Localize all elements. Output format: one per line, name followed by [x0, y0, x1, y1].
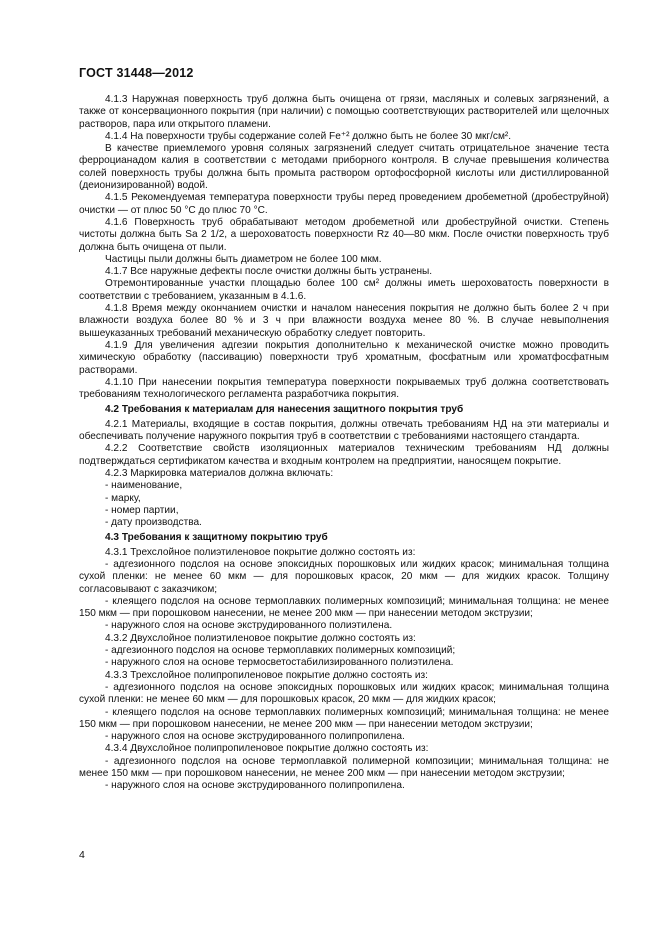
list-item: - адгезионного подслоя на основе термоплавких полимерных композиций;: [105, 645, 456, 657]
paragraph: 4.1.5 Рекомендуемая температура поверхности трубы перед проведением дробеметной (дробеструйной) очистки — от плюс 50 °С до плюс 70 °С.: [79, 192, 609, 216]
paragraph: 4.1.6 Поверхность труб обрабатывают методом дробеметной или дробеструйной очистки. Степень чистоты должна быть Sa 2 1/2, а шероховатость поверхности Rz 40—80 мкм. После очистки поверхность труб должна быть очищена от пыли.: [79, 216, 609, 253]
paragraph: Частицы пыли должны быть диаметром не более 100 мкм.: [105, 253, 382, 265]
document-header: ГОСТ 31448—2012: [79, 66, 194, 80]
section-heading-4-3: 4.3 Требования к защитному покрытию труб: [105, 532, 328, 544]
list-item: - адгезионного подслоя на основе эпоксидных порошковых или жидких красок; минимальная толщина сухой пленки: не менее 60 мкм — для порошковых красок, 20 мкм — для жидких красок. Толщину согласовывают с заказчиком;: [79, 558, 609, 595]
list-item: - клеящего подслоя на основе термоплавких полимерных композиций; минимальная толщина: не менее 150 мкм — при порошковом нанесении, не менее 200 мкм — при нанесении методом экструзии;: [79, 595, 609, 620]
list-item: - наружного слоя на основе экструдированного полипропилена.: [105, 780, 405, 792]
section-heading-4-2: 4.2 Требования к материалам для нанесения защитного покрытия труб: [105, 404, 464, 416]
paragraph: В качестве приемлемого уровня соляных загрязнений следует считать отрицательное значение теста ферроцианадом калия в соответствии с методами приборного контроля. В случае превышения количества солей поверхность трубы должна быть промыта раствором ортофосфорной кислоты или дистиллированной (деионизированной) водой.: [79, 143, 609, 192]
paragraph: 4.3.4 Двухслойное полипропиленовое покрытие должно состоять из:: [105, 743, 429, 755]
list-item: - номер партии,: [105, 504, 179, 516]
paragraph: 4.1.3 Наружная поверхность труб должна быть очищена от грязи, масляных и солевых загрязнений, а также от консервационного покрытия (при наличии) с помощью соответствующих растворителей или щелочных растворов, пара или открытого пламени.: [79, 94, 609, 130]
paragraph: 4.3.3 Трехслойное полипропиленовое покрытие должно состоять из:: [105, 669, 428, 681]
list-item: - наружного слоя на основе термосветостабилизированного полиэтилена.: [105, 657, 454, 669]
list-item: - наружного слоя на основе экструдированного полиэтилена.: [105, 620, 393, 632]
list-item: - наименование,: [105, 480, 183, 492]
list-item: - дату производства.: [105, 517, 202, 529]
paragraph: 4.3.1 Трехслойное полиэтиленовое покрытие должно состоять из:: [105, 546, 416, 558]
list-item: - марку,: [105, 492, 141, 504]
document-body: [79, 94, 609, 793]
paragraph: 4.1.9 Для увеличения адгезии покрытия дополнительно к механической очистке можно проводить химическую обработку (пассивацию) поверхности труб хроматным, фосфатным или хроматфосфатным растворами.: [79, 339, 609, 376]
list-item: - адгезионного подслоя на основе термоплавкой полимерной композиции; минимальная толщина: не менее 150 мкм — при порошковом нанесении, не менее 200 мкм — при нанесении методом экструзии;: [79, 755, 609, 780]
list-item: - наружного слоя на основе экструдированного полипропилена.: [105, 731, 405, 743]
page-number: 4: [79, 849, 85, 861]
paragraph: 4.2.1 Материалы, входящие в состав покрытия, должны отвечать требованиям НД на эти материалы и обеспечивать получение наружного покрытия труб в соответствии с требованиями настоящего стандарта.: [79, 418, 609, 443]
paragraph: 4.2.2 Соответствие свойств изоляционных материалов техническим требованиям НД должны подтверждаться сертификатом качества и входным контролем на предприятии, наносящем покрытие.: [79, 443, 609, 467]
paragraph: 4.1.7 Все наружные дефекты после очистки должны быть устранены.: [105, 266, 433, 278]
list-item: - адгезионного подслоя на основе эпоксидных порошковых или жидких красок; минимальная толщина сухой пленки: не менее 60 мкм — для порошковых красок, 20 мкм — для жидких красок;: [79, 681, 609, 706]
paragraph: Отремонтированные участки площадью более 100 см² должны иметь шероховатость поверхности в соответствии с требованием, указанным в 4.1.6.: [79, 278, 609, 302]
paragraph: 4.1.10 При нанесении покрытия температура поверхности покрываемых труб должна соответствовать требованиям технологического регламента разработчика покрытия.: [79, 376, 609, 401]
paragraph: 4.3.2 Двухслойное полиэтиленовое покрытие должно состоять из:: [105, 632, 416, 644]
list-item: - клеящего подслоя на основе термоплавких полимерных композиций; минимальная толщина: не менее 150 мкм — при порошковом нанесении, не менее 200 мкм — при нанесении методом экструзии;: [79, 706, 609, 730]
paragraph: 4.1.4 На поверхности трубы содержание солей Fe⁺² должно быть не более 30 мкг/см².: [105, 130, 512, 142]
paragraph: 4.1.8 Время между окончанием очистки и началом нанесения покрытия не должно быть более 2 ч при влажности воздуха более 80 % и 3 ч при влажности воздуха менее 80 %. В случае невыполнения вышеуказанных требований механическую обработку следует повторить.: [79, 303, 609, 339]
paragraph: 4.2.3 Маркировка материалов должна включать:: [105, 467, 334, 479]
